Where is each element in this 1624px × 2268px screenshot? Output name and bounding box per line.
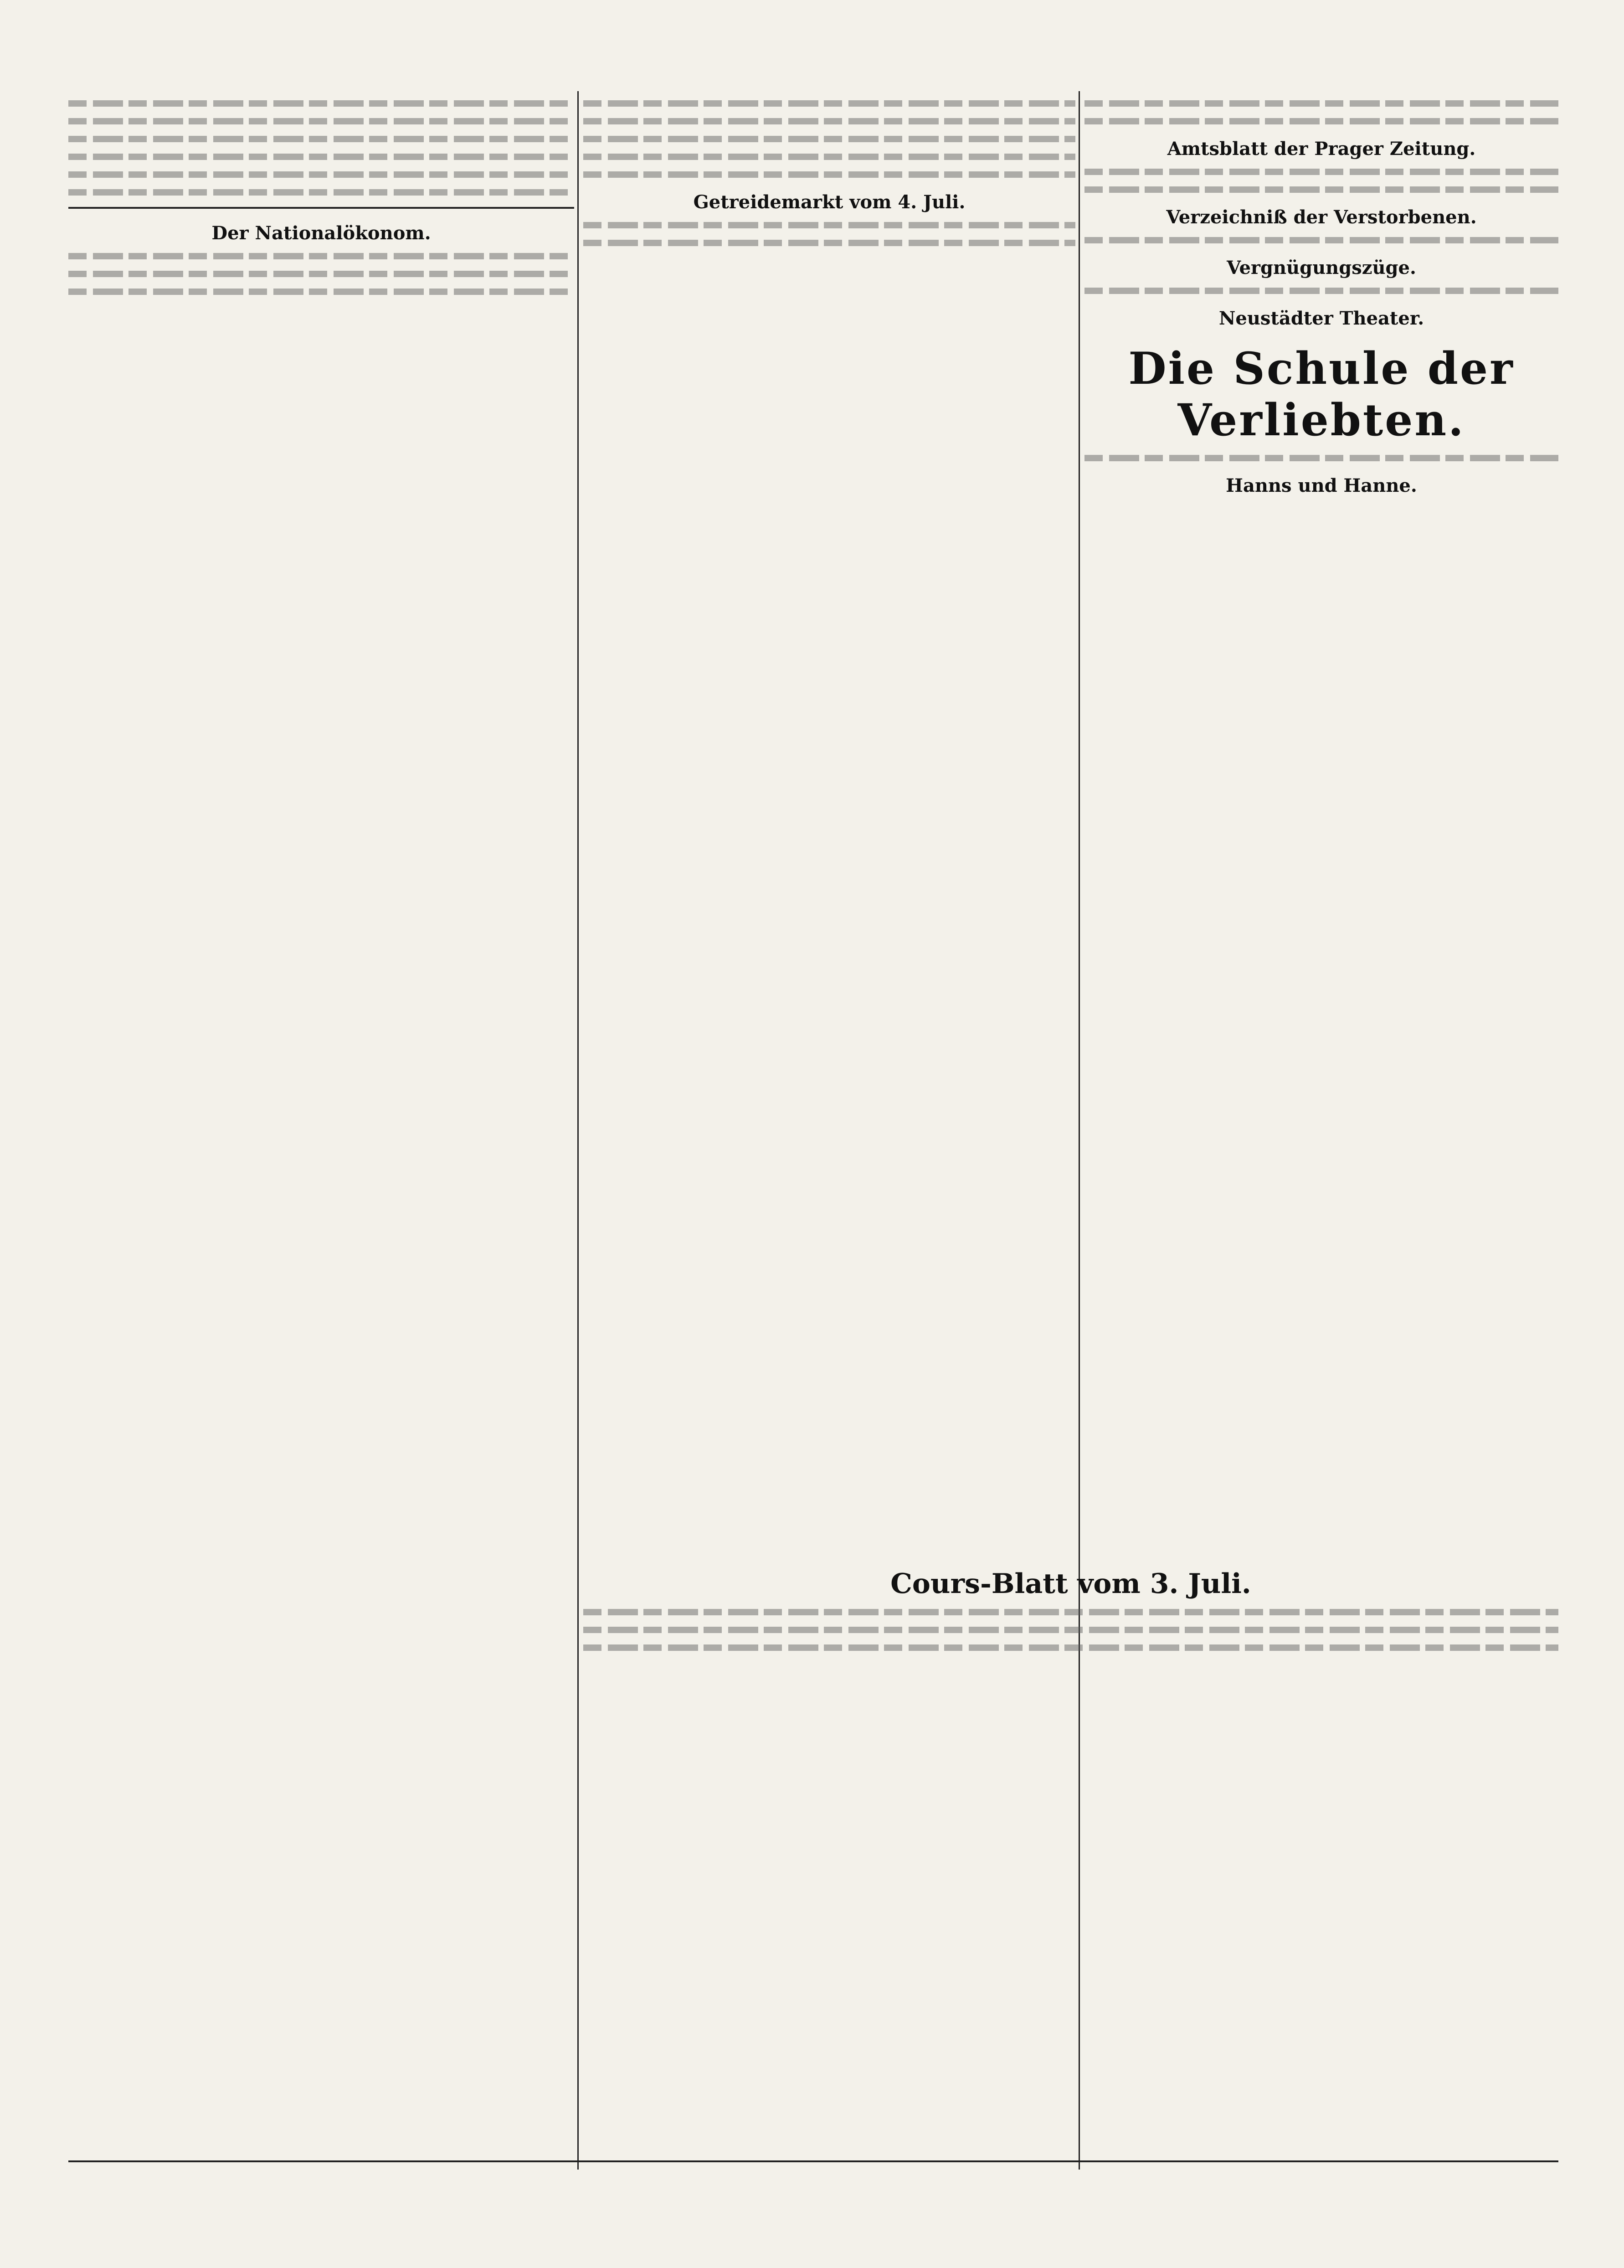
newspaper-page	[68, 91, 1558, 2170]
gazette-heading: Amtsblatt der Prager Zeitung.	[1167, 138, 1476, 160]
excursions-heading: Vergnügungszüge.	[1227, 257, 1416, 278]
grain-market-heading: Getreidemarkt vom 4. Juli.	[693, 191, 966, 213]
exchange-heading: Cours-Blatt vom 3. Juli.	[890, 1568, 1251, 1600]
exchange-section	[583, 1568, 1558, 2124]
theater-heading: Neustädter Theater.	[1218, 308, 1424, 329]
economist-heading: Der Nationalökonom.	[211, 222, 431, 244]
second-play-heading: Hanns und Hanne.	[1226, 475, 1417, 496]
column-rule	[577, 91, 579, 2170]
play-title: Die Schule der Verliebten.	[1128, 343, 1515, 446]
deaths-heading: Verzeichniß der Verstorbenen.	[1166, 206, 1477, 228]
column-1	[68, 91, 574, 2170]
imprint-footer	[68, 2160, 1558, 2170]
